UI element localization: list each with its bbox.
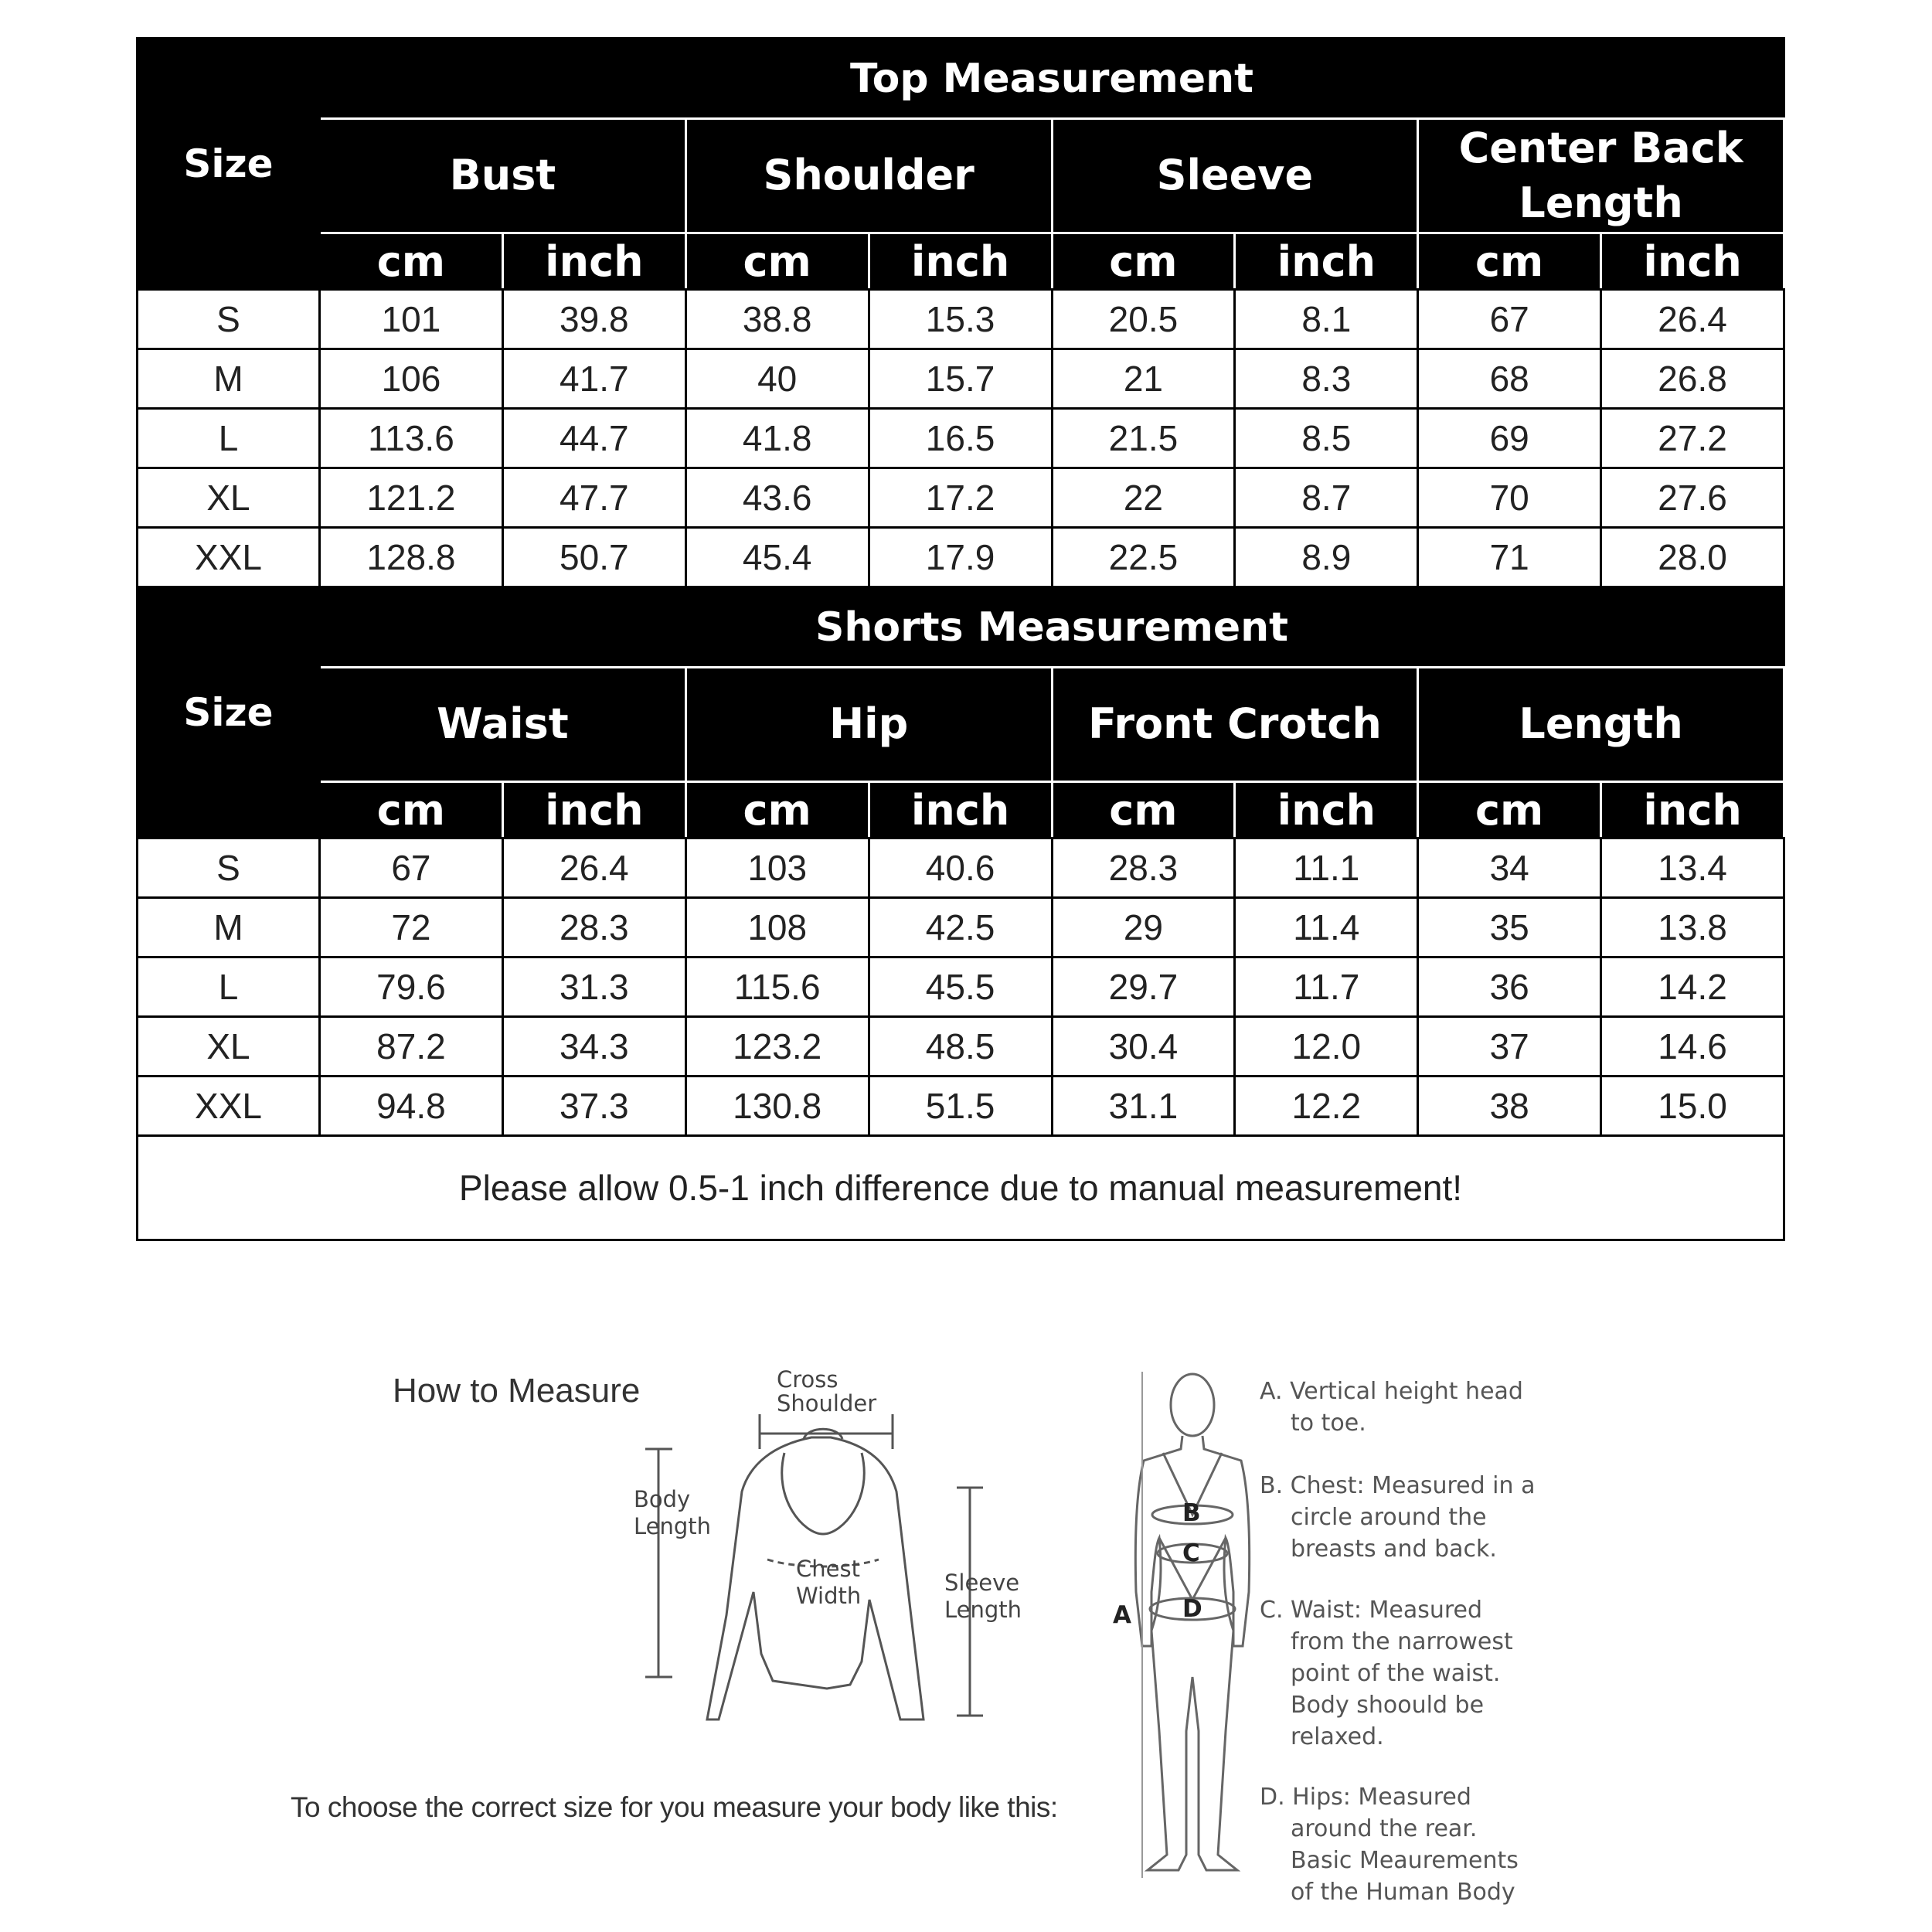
value-cell: 35 — [1418, 898, 1601, 957]
value-cell: 8.5 — [1235, 409, 1418, 468]
value-cell: 45.5 — [869, 957, 1052, 1017]
sweater-collar — [782, 1453, 865, 1534]
unit-header: inch — [1601, 782, 1784, 838]
legend-line: to toe. — [1291, 1410, 1366, 1437]
value-cell: 130.8 — [685, 1077, 869, 1136]
value-cell: 42.5 — [869, 898, 1052, 957]
body-head — [1171, 1374, 1214, 1436]
value-cell: 15.0 — [1601, 1077, 1784, 1136]
legend-line: Body shoould be — [1291, 1692, 1485, 1719]
unit-header: cm — [685, 233, 869, 290]
measure-header: Front Crotch — [1052, 668, 1418, 782]
size-cell: S — [138, 290, 320, 349]
value-cell: 8.3 — [1235, 349, 1418, 409]
value-cell: 8.7 — [1235, 468, 1418, 528]
value-cell: 67 — [1418, 290, 1601, 349]
legend-line: of the Human Body — [1291, 1879, 1515, 1906]
value-cell: 30.4 — [1052, 1017, 1235, 1077]
measure-header: Length — [1418, 668, 1784, 782]
sleeve-length-label-2: Length — [944, 1597, 1022, 1623]
marker-d: D — [1182, 1595, 1202, 1623]
legend-b — [1260, 1470, 1569, 1565]
unit-header: inch — [502, 782, 685, 838]
value-cell: 67 — [320, 838, 503, 898]
legend-line: B. Chest: Measured in a — [1260, 1472, 1536, 1499]
value-cell: 40.6 — [869, 838, 1052, 898]
value-cell: 15.3 — [869, 290, 1052, 349]
value-cell: 94.8 — [320, 1077, 503, 1136]
legend-line: Basic Meaurements — [1291, 1847, 1519, 1874]
size-header: Size — [138, 587, 320, 838]
value-cell: 12.0 — [1235, 1017, 1418, 1077]
measure-header: Center Back Length — [1418, 119, 1784, 233]
value-cell: 79.6 — [320, 957, 503, 1017]
measurement-note: Please allow 0.5-1 inch difference due to manual measurement! — [138, 1136, 1784, 1240]
size-cell: M — [138, 898, 320, 957]
value-cell: 37 — [1418, 1017, 1601, 1077]
legend-a — [1260, 1376, 1569, 1439]
unit-header: inch — [1235, 782, 1418, 838]
value-cell: 70 — [1418, 468, 1601, 528]
value-cell: 20.5 — [1052, 290, 1235, 349]
value-cell: 47.7 — [502, 468, 685, 528]
legend-line: point of the waist. — [1291, 1660, 1501, 1687]
marker-b: B — [1182, 1499, 1201, 1527]
value-cell: 13.4 — [1601, 838, 1784, 898]
value-cell: 13.8 — [1601, 898, 1784, 957]
value-cell: 108 — [685, 898, 869, 957]
value-cell: 14.6 — [1601, 1017, 1784, 1077]
value-cell: 29.7 — [1052, 957, 1235, 1017]
value-cell: 37.3 — [502, 1077, 685, 1136]
value-cell: 26.4 — [1601, 290, 1784, 349]
unit-header: inch — [1235, 233, 1418, 290]
value-cell: 21.5 — [1052, 409, 1235, 468]
value-cell: 36 — [1418, 957, 1601, 1017]
cross-shoulder-label-1: Cross — [777, 1366, 838, 1393]
size-cell: XL — [138, 1017, 320, 1077]
size-cell: L — [138, 409, 320, 468]
legend-line: around the rear. — [1291, 1815, 1478, 1842]
value-cell: 113.6 — [320, 409, 503, 468]
value-cell: 43.6 — [685, 468, 869, 528]
value-cell: 21 — [1052, 349, 1235, 409]
value-cell: 12.2 — [1235, 1077, 1418, 1136]
legend-line: C. Waist: Measured — [1260, 1597, 1483, 1624]
unit-header: cm — [1418, 782, 1601, 838]
value-cell: 31.1 — [1052, 1077, 1235, 1136]
value-cell: 28.3 — [502, 898, 685, 957]
unit-header: cm — [320, 233, 503, 290]
value-cell: 41.7 — [502, 349, 685, 409]
value-cell: 22.5 — [1052, 528, 1235, 587]
legend-line: circle around the — [1291, 1504, 1487, 1531]
legend-line: breasts and back. — [1291, 1536, 1497, 1563]
chest-width-label-1: Chest — [796, 1556, 860, 1582]
value-cell: 34.3 — [502, 1017, 685, 1077]
value-cell: 31.3 — [502, 957, 685, 1017]
marker-c: C — [1182, 1539, 1200, 1567]
measure-header: Sleeve — [1052, 119, 1418, 233]
value-cell: 14.2 — [1601, 957, 1784, 1017]
value-cell: 38.8 — [685, 290, 869, 349]
value-cell: 27.6 — [1601, 468, 1784, 528]
value-cell: 11.4 — [1235, 898, 1418, 957]
value-cell: 11.1 — [1235, 838, 1418, 898]
value-cell: 69 — [1418, 409, 1601, 468]
size-cell: S — [138, 838, 320, 898]
legend-line: relaxed. — [1291, 1723, 1384, 1750]
value-cell: 28.0 — [1601, 528, 1784, 587]
measure-header: Bust — [320, 119, 686, 233]
unit-header: inch — [502, 233, 685, 290]
value-cell: 38 — [1418, 1077, 1601, 1136]
value-cell: 51.5 — [869, 1077, 1052, 1136]
value-cell: 68 — [1418, 349, 1601, 409]
value-cell: 103 — [685, 838, 869, 898]
size-cell: M — [138, 349, 320, 409]
size-cell: L — [138, 957, 320, 1017]
value-cell: 8.1 — [1235, 290, 1418, 349]
marker-a: A — [1113, 1601, 1131, 1629]
value-cell: 45.4 — [685, 528, 869, 587]
value-cell: 121.2 — [320, 468, 503, 528]
value-cell: 27.2 — [1601, 409, 1784, 468]
value-cell: 40 — [685, 349, 869, 409]
unit-header: cm — [1052, 782, 1235, 838]
how-to-measure-caption: To choose the correct size for you measure your body like this: — [291, 1791, 1058, 1823]
value-cell: 22 — [1052, 468, 1235, 528]
body-length-label-2: Length — [634, 1513, 712, 1539]
legend-d — [1260, 1781, 1569, 1908]
unit-header: inch — [869, 233, 1052, 290]
unit-header: inch — [869, 782, 1052, 838]
legend-line: from the narrowest — [1291, 1628, 1513, 1655]
measure-header: Shoulder — [685, 119, 1052, 233]
cross-shoulder-label-2: Shoulder — [777, 1390, 877, 1417]
value-cell: 72 — [320, 898, 503, 957]
unit-header: cm — [1052, 233, 1235, 290]
value-cell: 17.9 — [869, 528, 1052, 587]
value-cell: 106 — [320, 349, 503, 409]
value-cell: 41.8 — [685, 409, 869, 468]
measure-header: Waist — [320, 668, 686, 782]
unit-header: inch — [1601, 233, 1784, 290]
legend-line: D. Hips: Measured — [1260, 1784, 1471, 1811]
legend-line: A. Vertical height head — [1260, 1378, 1523, 1405]
size-cell: XXL — [138, 1077, 320, 1136]
unit-header: cm — [685, 782, 869, 838]
value-cell: 28.3 — [1052, 838, 1235, 898]
legend-c — [1260, 1594, 1569, 1753]
value-cell: 29 — [1052, 898, 1235, 957]
measure-header: Hip — [685, 668, 1052, 782]
top-title: Top Measurement — [320, 39, 1784, 119]
unit-header: cm — [1418, 233, 1601, 290]
value-cell: 44.7 — [502, 409, 685, 468]
sleeve-length-label-1: Sleeve — [944, 1570, 1020, 1596]
value-cell: 15.7 — [869, 349, 1052, 409]
how-to-measure-title: How to Measure — [393, 1372, 641, 1410]
shorts-title: Shorts Measurement — [320, 587, 1784, 668]
unit-header: cm — [320, 782, 503, 838]
value-cell: 115.6 — [685, 957, 869, 1017]
value-cell: 87.2 — [320, 1017, 503, 1077]
value-cell: 26.4 — [502, 838, 685, 898]
value-cell: 128.8 — [320, 528, 503, 587]
value-cell: 39.8 — [502, 290, 685, 349]
value-cell: 8.9 — [1235, 528, 1418, 587]
value-cell: 48.5 — [869, 1017, 1052, 1077]
value-cell: 16.5 — [869, 409, 1052, 468]
value-cell: 17.2 — [869, 468, 1052, 528]
value-cell: 34 — [1418, 838, 1601, 898]
value-cell: 71 — [1418, 528, 1601, 587]
value-cell: 50.7 — [502, 528, 685, 587]
value-cell: 101 — [320, 290, 503, 349]
human-body-illustration — [1135, 1372, 1249, 1878]
body-length-label-1: Body — [634, 1486, 691, 1512]
value-cell: 11.7 — [1235, 957, 1418, 1017]
size-header: Size — [138, 39, 320, 290]
value-cell: 26.8 — [1601, 349, 1784, 409]
value-cell: 123.2 — [685, 1017, 869, 1077]
size-cell: XXL — [138, 528, 320, 587]
chest-width-label-2: Width — [796, 1583, 862, 1609]
size-cell: XL — [138, 468, 320, 528]
